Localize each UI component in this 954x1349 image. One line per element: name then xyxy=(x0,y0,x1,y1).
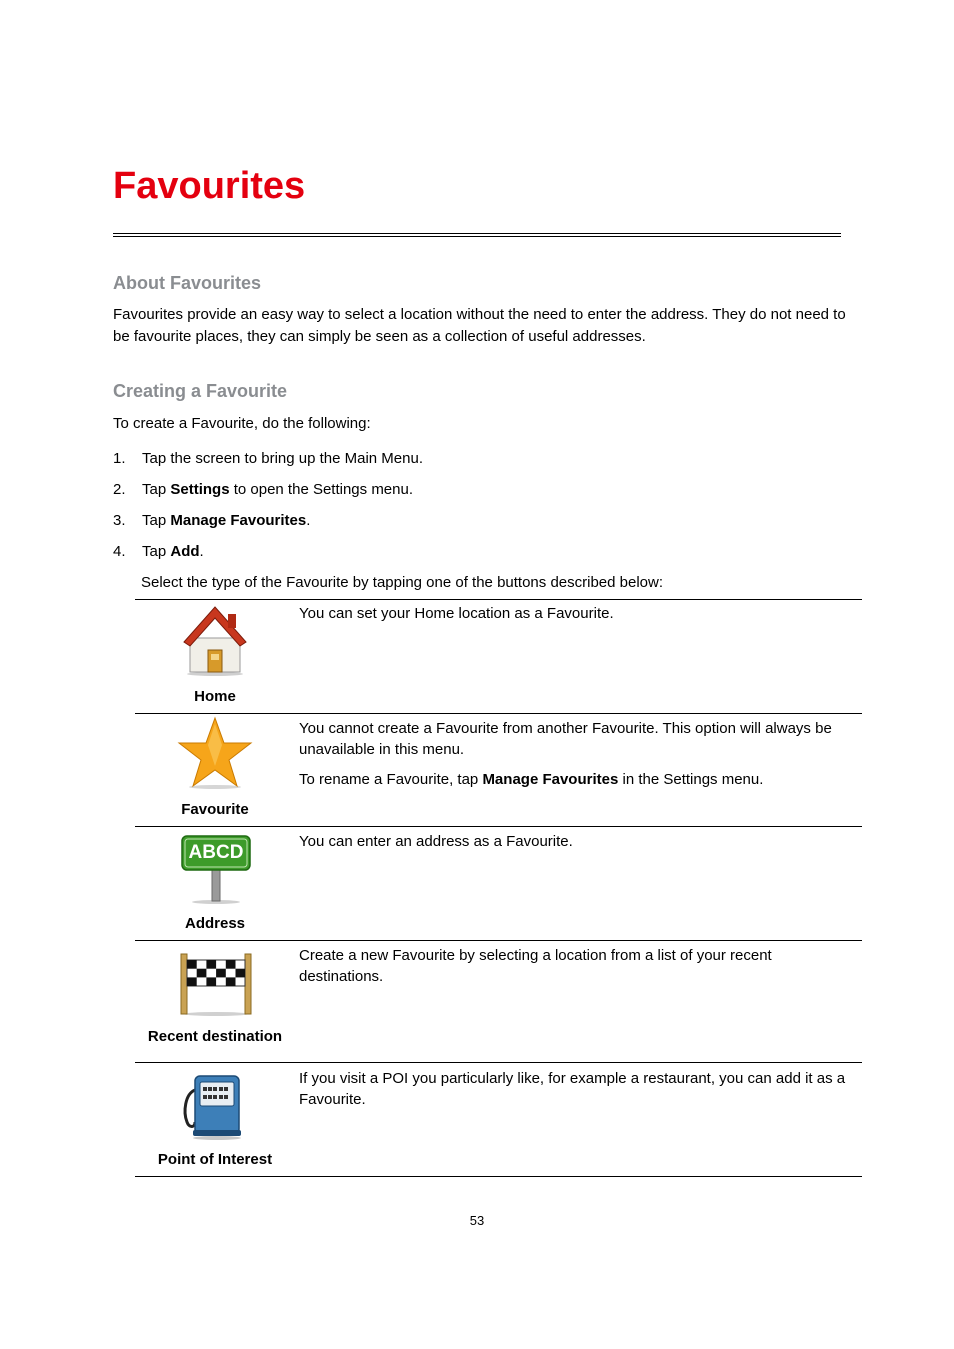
option-desc-recent-destination: Create a new Favourite by selecting a location from a list of your recent destinations. xyxy=(299,947,772,985)
about-body: Favourites provide an easy way to select a location without the need to enter the address. They do not need to be favourite places, they can simply be seen as a collection of useful addresses. xyxy=(113,306,846,345)
step-number: 2. xyxy=(113,481,126,498)
page-number: 53 xyxy=(469,1213,485,1228)
table-rule xyxy=(135,599,862,600)
table-rule xyxy=(135,1176,862,1177)
option-desc-favourite: You cannot create a Favourite from another Favourite. This option will always be unavailable in this menu. xyxy=(299,720,832,758)
option-label-home: Home xyxy=(194,688,236,705)
creating-intro: To create a Favourite, do the following: xyxy=(113,415,371,432)
fuel-pump-icon xyxy=(181,1072,247,1140)
title-rule-top xyxy=(113,233,841,234)
option-label-recent-destination: Recent destination xyxy=(147,1028,283,1045)
option-label-address: Address xyxy=(184,915,246,932)
table-rule xyxy=(135,713,862,714)
step-number: 3. xyxy=(113,512,126,529)
option-desc-address: You can enter an address as a Favourite. xyxy=(299,833,573,850)
street-sign-text: ABCD xyxy=(188,842,244,863)
star-icon xyxy=(177,716,253,790)
option-desc-favourite-rename: To rename a Favourite, tap Manage Favourites in the Settings menu. xyxy=(299,771,764,788)
table-rule xyxy=(135,826,862,827)
step-number: 1. xyxy=(113,450,126,467)
creating-heading: Creating a Favourite xyxy=(113,381,288,401)
house-icon xyxy=(182,604,248,676)
table-rule xyxy=(135,940,862,941)
step-text: Tap Manage Favourites. xyxy=(142,512,311,529)
step-text: Tap the screen to bring up the Main Menu. xyxy=(142,450,424,467)
step-text: Tap Settings to open the Settings menu. xyxy=(142,481,414,498)
select-instruction: Select the type of the Favourite by tapping one of the buttons described below: xyxy=(141,574,664,591)
about-heading: About Favourites xyxy=(113,273,262,293)
option-desc-point-of-interest: If you visit a POI you particularly like, for example a restaurant, you can add it as a Favourite. xyxy=(299,1070,846,1108)
table-rule xyxy=(135,1062,862,1063)
step-number: 4. xyxy=(113,543,126,560)
option-label-favourite: Favourite xyxy=(181,801,249,818)
checkered-flag-icon xyxy=(177,952,255,1016)
page-title: Favourites xyxy=(113,165,306,207)
street-sign-icon xyxy=(180,834,252,904)
title-rule-bottom xyxy=(113,236,841,237)
option-desc-home: You can set your Home location as a Favourite. xyxy=(299,605,614,622)
option-label-point-of-interest: Point of Interest xyxy=(157,1151,273,1168)
step-text: Tap Add. xyxy=(142,543,204,560)
